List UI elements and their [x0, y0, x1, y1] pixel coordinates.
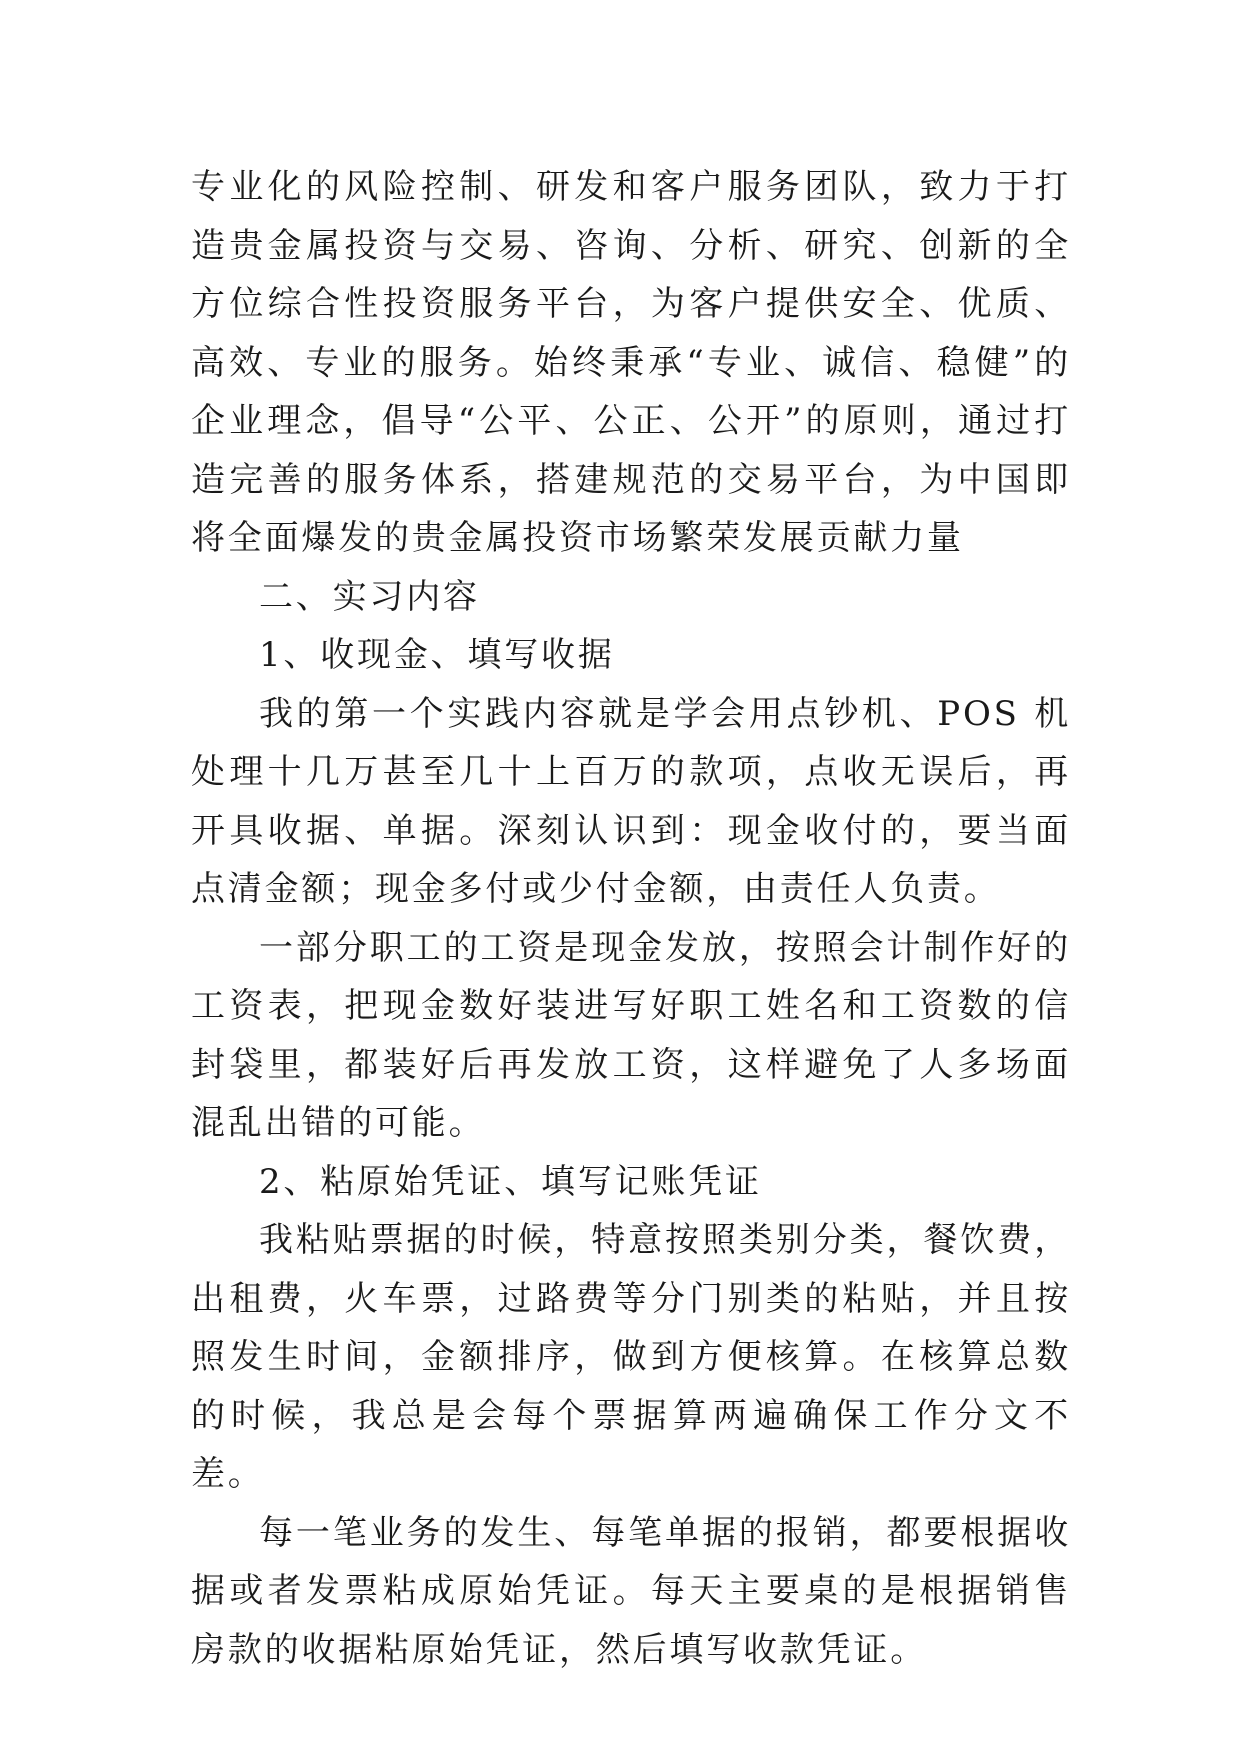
document-body — [191, 158, 1071, 1679]
body-paragraph: 我的第一个实践内容就是学会用点钞机、POS 机处理十几万甚至几十上百万的款项，点收无误后，再开具收据、单据。深刻认识到：现金收付的，要当面点清金额；现金多付或少付金额，由责任人负责。 — [191, 693, 1071, 909]
section-heading-internship-content: 二、实习内容 — [259, 576, 480, 617]
body-paragraph-continued: 专业化的风险控制、研发和客户服务团队，致力于打造贵金属投资与交易、咨询、分析、研究、创新的全方位综合性投资服务平台，为客户提供安全、优质、高效、专业的服务。始终秉承“专业、诚信、稳健”的企业理念，倡导“公平、公正、公开”的原则，通过打造完善的服务体系，搭建规范的交易平台，为中国即将全面爆发的贵金属投资市场繁荣发展贡献力量 — [191, 167, 1071, 558]
body-paragraph: 每一笔业务的发生、每笔单据的报销，都要根据收据或者发票粘成原始凭证。每天主要桌的是根据销售房款的收据粘原始凭证，然后填写收款凭证。 — [191, 1512, 1071, 1670]
subheading-cash-receipts: 1、收现金、填写收据 — [259, 635, 615, 675]
body-paragraph: 一部分职工的工资是现金发放，按照会计制作好的工资表，把现金数好装进写好职工姓名和工资数的信封袋里，都装好后再发放工资，这样避免了人多场面混乱出错的可能。 — [191, 927, 1071, 1143]
body-paragraph: 我粘贴票据的时候，特意按照类别分类，餐饮费，出租费，火车票，过路费等分门别类的粘贴，并且按照发生时间，金额排序，做到方便核算。在核算总数的时候，我总是会每个票据算两遍确保工作分文不差。 — [191, 1220, 1071, 1494]
subheading-vouchers: 2、粘原始凭证、填写记账凭证 — [259, 1161, 762, 1202]
